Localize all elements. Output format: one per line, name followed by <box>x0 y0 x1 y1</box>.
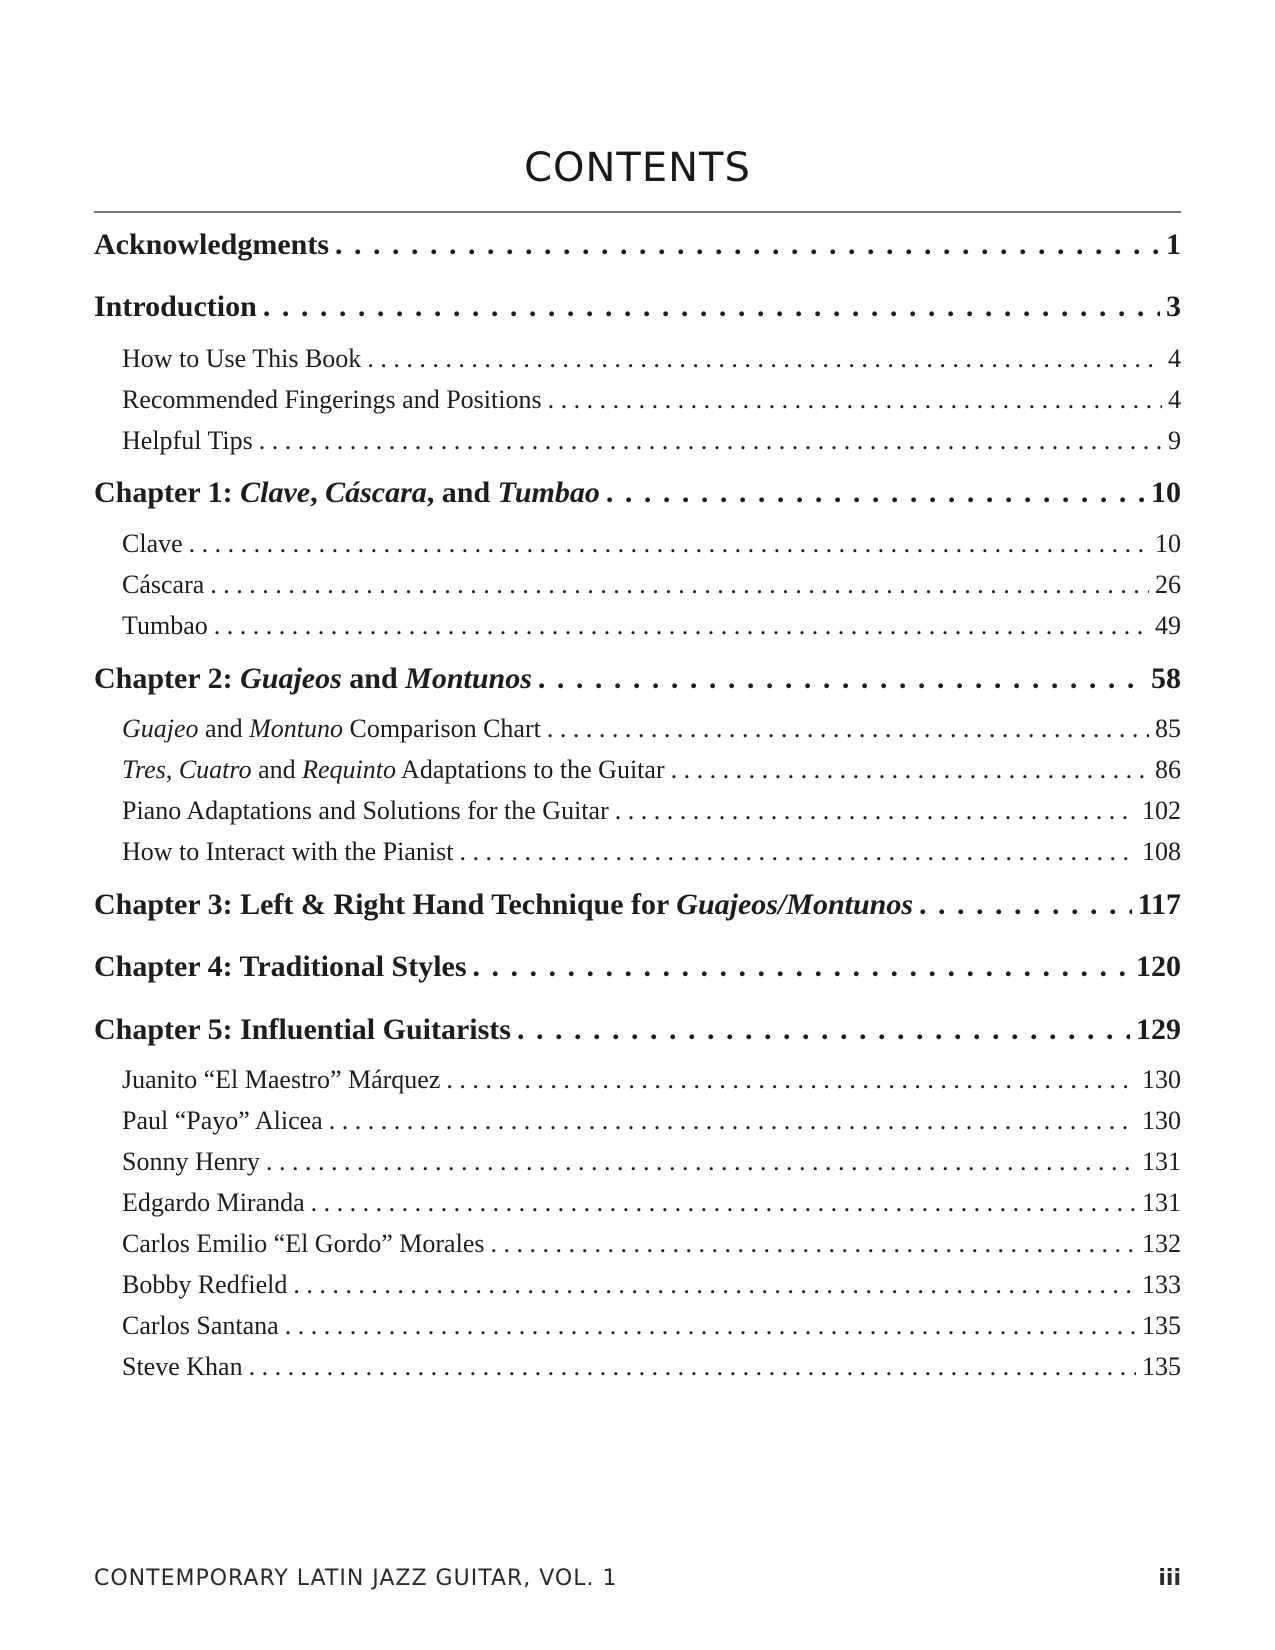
entry-label <box>94 662 532 696</box>
entry-label: How to Use This Book <box>122 344 362 373</box>
separator: , <box>310 476 326 509</box>
entry-label: How to Interact with the Pianist <box>122 837 454 866</box>
italic-term: Montuno <box>249 714 343 743</box>
italic-term: Guajeos <box>240 662 342 695</box>
toc-entry-acknowledgments[interactable] <box>94 228 1181 262</box>
label-text: Adaptations to the Guitar <box>395 755 665 784</box>
entry-label: Bobby Redfield <box>122 1270 288 1299</box>
dot-leader <box>467 950 1130 984</box>
toc-entry-chapter-2[interactable] <box>94 662 1181 696</box>
toc-section-guitarist[interactable] <box>94 1270 1181 1300</box>
entry-page-number: 102 <box>1142 796 1181 825</box>
dot-leader <box>609 796 1136 826</box>
entry-page-number: 131 <box>1142 1147 1181 1176</box>
toc-section-interact-pianist[interactable] <box>94 837 1181 867</box>
toc-section-piano-adaptations[interactable] <box>94 796 1181 826</box>
entry-page-number: 133 <box>1142 1270 1181 1299</box>
entry-label: Cáscara <box>122 570 205 599</box>
toc-entry-chapter-5[interactable] <box>94 1013 1181 1047</box>
entry-label: Helpful Tips <box>122 426 253 455</box>
dot-leader <box>305 1188 1136 1218</box>
toc-section-guitarist[interactable] <box>94 1229 1181 1259</box>
toc-section-guitarist[interactable] <box>94 1065 1181 1095</box>
entry-label: Clave <box>122 529 183 558</box>
entry-page-number: 3 <box>1166 290 1181 323</box>
entry-page-number: 120 <box>1136 950 1181 983</box>
entry-label: Recommended Fingerings and Positions <box>122 385 542 414</box>
toc-section-clave[interactable] <box>94 529 1181 559</box>
separator: and <box>251 755 303 784</box>
entry-label: Introduction <box>94 290 257 323</box>
entry-label: Chapter 4: Traditional Styles <box>94 950 467 983</box>
separator: and <box>198 714 250 743</box>
toc-section-cascara[interactable] <box>94 570 1181 600</box>
chapter-prefix: Chapter 3: Left & Right Hand Technique for <box>94 888 677 921</box>
toc-section-tumbao[interactable] <box>94 611 1181 641</box>
entry-page-number: 4 <box>1168 385 1181 414</box>
dot-leader <box>542 385 1162 415</box>
dot-leader <box>323 1106 1136 1136</box>
italic-term: Guajeo <box>122 714 199 743</box>
dot-leader <box>208 611 1149 641</box>
toc-entry-chapter-1[interactable] <box>94 476 1181 510</box>
entry-page-number: 10 <box>1151 476 1181 509</box>
entry-page-number: 135 <box>1142 1352 1181 1381</box>
italic-term: Montunos <box>405 662 532 695</box>
toc-section-helpful-tips[interactable] <box>94 426 1181 456</box>
toc-section-how-to-use[interactable] <box>94 344 1181 374</box>
entry-label: Edgardo Miranda <box>122 1188 305 1217</box>
footer-page-number: iii <box>1158 1566 1181 1591</box>
dot-leader <box>532 662 1145 696</box>
italic-term: Cuatro <box>178 755 252 784</box>
entry-page-number: 9 <box>1168 426 1181 455</box>
entry-page-number: 130 <box>1142 1065 1181 1094</box>
entry-label: Acknowledgments <box>94 228 330 261</box>
toc-section-guitarist[interactable] <box>94 1106 1181 1136</box>
toc-section-comparison-chart[interactable] <box>94 714 1181 744</box>
chapter-prefix: Chapter 1: <box>94 476 241 509</box>
toc-section-fingerings[interactable] <box>94 385 1181 415</box>
italic-term: Tres <box>122 755 166 784</box>
entry-label: Tumbao <box>122 611 208 640</box>
toc-section-guitarist[interactable] <box>94 1311 1181 1341</box>
entry-label: Carlos Santana <box>122 1311 279 1340</box>
entry-label <box>122 755 665 785</box>
entry-page-number: 58 <box>1151 662 1181 695</box>
dot-leader <box>665 755 1149 785</box>
entry-label: Carlos Emilio “El Gordo” Morales <box>122 1229 485 1258</box>
entry-label <box>94 476 600 510</box>
dot-leader <box>453 837 1136 867</box>
dot-leader <box>440 1065 1136 1095</box>
entry-label: Steve Khan <box>122 1352 243 1381</box>
toc-entry-introduction[interactable] <box>94 290 1181 324</box>
table-of-contents <box>94 0 1181 1650</box>
entry-page-number: 26 <box>1155 570 1181 599</box>
toc-entry-chapter-4[interactable] <box>94 950 1181 984</box>
entry-page-number: 130 <box>1142 1106 1181 1135</box>
dot-leader <box>287 1270 1136 1300</box>
entry-label: Juanito “El Maestro” Márquez <box>122 1065 441 1094</box>
entry-page-number: 132 <box>1142 1229 1181 1258</box>
separator: and <box>341 662 406 695</box>
dot-leader <box>257 290 1160 324</box>
dot-leader <box>913 888 1132 922</box>
dot-leader <box>511 1013 1130 1047</box>
italic-term: Clave <box>240 476 311 509</box>
entry-label: Piano Adaptations and Solutions for the Guitar <box>122 796 609 825</box>
dot-leader <box>253 426 1162 456</box>
dot-leader <box>183 529 1149 559</box>
entry-label: Chapter 5: Influential Guitarists <box>94 1013 511 1046</box>
toc-section-guitarist[interactable] <box>94 1352 1181 1382</box>
entry-label <box>94 888 913 922</box>
entry-page-number: 117 <box>1137 888 1181 921</box>
toc-section-guitarist[interactable] <box>94 1147 1181 1177</box>
entry-page-number: 108 <box>1142 837 1181 866</box>
entry-label: Paul “Payo” Alicea <box>122 1106 323 1135</box>
italic-term: Tumbao <box>497 476 600 509</box>
dot-leader <box>600 476 1145 510</box>
dot-leader <box>243 1352 1136 1382</box>
dot-leader <box>329 228 1160 262</box>
entry-page-number: 129 <box>1136 1013 1181 1046</box>
italic-term: Guajeos/Montunos <box>676 888 914 921</box>
toc-section-adaptations[interactable] <box>94 755 1181 785</box>
chapter-prefix: Chapter 2: <box>94 662 241 695</box>
dot-leader <box>279 1311 1136 1341</box>
entry-page-number: 49 <box>1155 611 1181 640</box>
separator: , <box>165 755 179 784</box>
dot-leader <box>541 714 1149 744</box>
entry-page-number: 10 <box>1155 529 1181 558</box>
toc-entry-chapter-3[interactable] <box>94 888 1181 922</box>
separator: , and <box>426 476 498 509</box>
page-title: CONTENTS <box>524 145 751 191</box>
dot-leader <box>484 1229 1136 1259</box>
entry-page-number: 4 <box>1168 344 1181 373</box>
footer-book-title: CONTEMPORARY LATIN JAZZ GUITAR, VOL. 1 <box>94 1566 618 1591</box>
entry-page-number: 85 <box>1155 714 1181 743</box>
entry-page-number: 131 <box>1142 1188 1181 1217</box>
italic-term: Requinto <box>302 755 396 784</box>
dot-leader <box>260 1147 1136 1177</box>
dot-leader <box>204 570 1149 600</box>
entry-page-number: 1 <box>1166 228 1181 261</box>
toc-section-guitarist[interactable] <box>94 1188 1181 1218</box>
entry-label: Sonny Henry <box>122 1147 260 1176</box>
entry-page-number: 86 <box>1155 755 1181 784</box>
dot-leader <box>361 344 1162 374</box>
entry-label <box>122 714 541 744</box>
italic-term: Cáscara <box>325 476 427 509</box>
label-text: Comparison Chart <box>342 714 541 743</box>
entry-page-number: 135 <box>1142 1311 1181 1340</box>
